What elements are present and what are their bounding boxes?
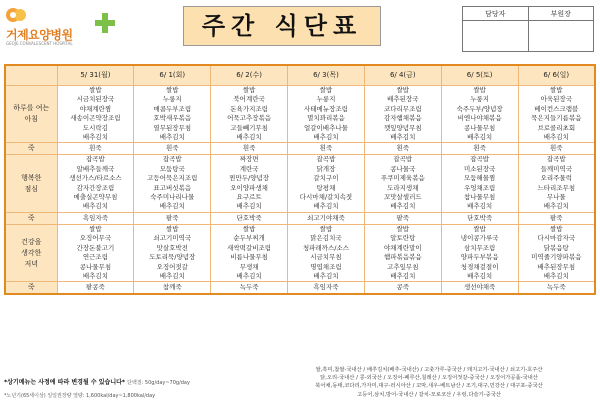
menu-cell (364, 155, 441, 212)
meal-label-line: 아침 (24, 115, 39, 124)
page-title: 주간 식단표 (183, 6, 381, 46)
menu-cell (364, 224, 441, 281)
menu-cell (134, 86, 211, 143)
menu-item: 청파래까스/소스 (302, 243, 350, 252)
menu-cell (288, 155, 365, 212)
menu-item: 오리주물럭 (540, 174, 572, 183)
porridge-label: 죽 (5, 143, 57, 155)
porridge-item: 단호박죽 (441, 212, 518, 224)
menu-item: 표고버섯볶음 (153, 183, 192, 192)
porridge-item: 팥죽 (134, 212, 211, 224)
menu-item: 배추김치 (313, 133, 339, 142)
approval-vicedirector-sign[interactable] (528, 21, 594, 52)
day-header: 6/ 3(목) (288, 65, 365, 86)
menu-item: 어묵고추장볶음 (227, 114, 272, 123)
meal-label-line: 생각한 (21, 248, 42, 257)
menu-item: 시금치된장국 (76, 95, 115, 104)
menu-item: 오징어무국 (79, 234, 112, 243)
menu-item: 쌀밥 (89, 86, 102, 94)
meal-label-line: 하루를 여는 (13, 104, 50, 113)
medical-cross-icon (94, 12, 116, 34)
menu-item: 쌀밥 (89, 224, 102, 233)
porridge-item: 팥콩죽 (57, 282, 134, 295)
calorie-note: *노년기(65세이상) 일일권장량 열량: 1,600kal/day~1,800kal/day (4, 393, 156, 399)
menu-item: 명엽채조림 (310, 262, 342, 271)
porridge-item: 흰죽 (364, 143, 441, 155)
menu-item: 배추김치 (159, 202, 185, 211)
menu-item: 비름나물무침 (230, 253, 268, 262)
menu-item: 배추김치 (82, 202, 108, 211)
menu-item: 미소된장국 (463, 164, 496, 173)
menu-item: 베이컨스크램블 (534, 104, 579, 113)
meal-label (5, 86, 57, 143)
menu-item: 새싹떡갈비조림 (227, 243, 272, 252)
porridge-item: 흰죽 (211, 143, 288, 155)
hospital-name-en: GEOJE CONVALESCENT HOSPITAL (6, 41, 73, 46)
menu-item: 맛살호박전 (156, 243, 188, 252)
menu-item: 쌀밥 (165, 224, 179, 233)
page-header (0, 0, 600, 60)
origin-line: 쌀,흑미,찹쌀-국내산 / 배추김치(배추-국내산) / 고춧가루-중국산 / 돼지고기-국내산 / 쇠고기-호주산 (315, 367, 543, 373)
menu-item: 북어계란국 (233, 95, 265, 104)
menu-item: 다시마채/갈치속젓 (299, 193, 353, 202)
menu-item: 갈치구이 (313, 174, 339, 183)
menu-item: 잡곡밥 (162, 155, 182, 164)
menu-cell (518, 86, 595, 143)
meal-label-line: 행복한 (21, 173, 42, 182)
menu-item: 우엉채조림 (463, 183, 496, 192)
menu-item: 배추된장국 (387, 95, 419, 104)
menu-item: 쌀밥 (396, 224, 410, 233)
menu-item: 누룽지 (316, 95, 336, 104)
menu-item: 간장돈불고기 (76, 243, 115, 252)
menu-item: 코다리무조림 (383, 104, 422, 113)
menu-item: 배추김치 (82, 271, 108, 280)
menu-item: 배추김치 (543, 271, 569, 280)
origin-line: 북어채,동태,코다리,가자미,대구-러시아산 / 꼬막,새우-베트남산 / 조기,대구,민강산 / 대구포-중국산 (315, 383, 543, 390)
menu-item: 감자간장조림 (76, 183, 115, 192)
menu-item: 푸쿠미제육볶음 (380, 174, 425, 183)
menu-item: 열무된장무침 (153, 123, 192, 132)
porridge-item: 쇠고기야채죽 (288, 212, 365, 224)
menu-item: 모둠해물찜 (463, 174, 496, 183)
menu-item: 요구르트 (236, 193, 262, 202)
porridge-item: 흰죽 (134, 143, 211, 155)
menu-item: 닭개장 (316, 164, 336, 173)
menu-item: 숙주두부/양념장 (456, 104, 503, 113)
day-header: 6/ 5(토) (441, 65, 518, 86)
menu-item: 무나물 (546, 193, 566, 202)
origin-info (262, 366, 596, 399)
menu-item: 배추김치 (159, 271, 185, 280)
porridge-item: 콩죽 (364, 282, 441, 295)
menu-item: 무생채 (239, 262, 259, 271)
menu-item: 쌀밥 (550, 224, 563, 233)
menu-item: 배추김치 (390, 202, 416, 211)
menu-item: 배추김치 (82, 133, 108, 142)
menu-item: 배추김치 (467, 202, 493, 211)
menu-item: 도시락김 (82, 123, 108, 132)
day-header: 6/ 6(일) (518, 65, 595, 86)
day-header: 6/ 2(수) (211, 65, 288, 86)
menu-item: 비엔나야채볶음 (457, 114, 502, 123)
menu-item: 배추김치 (236, 133, 262, 142)
menu-item: 도라지생채 (387, 183, 419, 192)
menu-item: 다시마감자국 (537, 234, 576, 243)
menu-item: 쌀밥 (165, 86, 179, 94)
menu-item: 숙주미나리나물 (150, 193, 195, 202)
menu-item: 감자햄채볶음 (383, 114, 422, 123)
menu-item: 배추김치 (467, 271, 493, 280)
menu-item: 쌀밥 (242, 86, 256, 94)
menu-cell (288, 86, 365, 143)
menu-item: 콩나물국 (390, 164, 416, 173)
menu-cell (211, 86, 288, 143)
meal-label-line: 저녁 (24, 259, 39, 268)
footer-notes (4, 377, 254, 399)
approval-staff-sign[interactable] (463, 21, 529, 52)
menu-item: 맑은김치국 (310, 234, 342, 243)
porridge-item: 흑임자죽 (288, 282, 365, 295)
menu-item: 냉이콩가루국 (460, 234, 499, 243)
porridge-item: 팥죽 (518, 212, 595, 224)
change-notice: *상기메뉴는 사정에 따라 변경될 수 있습니다* 단백질: 50g/day~70g/day (4, 379, 190, 386)
origin-line: 닭,오리-국내산 / 콩-외국산 / 오징어-페루산,칠레산 / 오징어젓갈-중국산 / 오징어가공품-국내산 (320, 375, 538, 382)
meal-label-line: 건강을 (21, 237, 42, 246)
menu-item: 야채계란말이 (383, 243, 422, 252)
porridge-item: 흰죽 (57, 143, 134, 155)
menu-item: 도토리묵/양념장 (149, 253, 196, 262)
porridge-item: 단호박죽 (211, 212, 288, 224)
menu-item: 닭볶음탕 (543, 243, 569, 252)
menu-item: 잡곡밥 (393, 155, 413, 164)
menu-item: 알토란탕 (390, 234, 416, 243)
menu-item: 배추김치 (313, 271, 339, 280)
menu-item: 잡곡밥 (470, 155, 490, 164)
menu-item: 쌀밥 (396, 86, 410, 94)
corner-cell (5, 65, 57, 86)
menu-item: 찐만두/양념장 (229, 174, 270, 183)
menu-item: 깻잎양념무침 (383, 123, 422, 132)
porridge-item: 참깨죽 (134, 282, 211, 295)
menu-cell (211, 155, 288, 212)
menu-item: 청경채겉절이 (460, 262, 499, 271)
menu-item: 느타리조무침 (537, 183, 576, 192)
porridge-row (5, 143, 595, 155)
menu-cell (57, 86, 134, 143)
menu-cell (441, 155, 518, 212)
menu-cell (364, 86, 441, 143)
weekly-menu-table (4, 64, 596, 295)
porridge-item: 녹두죽 (518, 282, 595, 295)
menu-item: 쌀밥 (473, 86, 486, 94)
approval-vicedirector-label: 부원장 (528, 7, 594, 21)
menu-item: 참나물무침 (463, 193, 496, 202)
menu-item: 야채계란찜 (79, 104, 112, 113)
menu-item: 오징어젓갈 (156, 262, 188, 271)
porridge-row (5, 212, 595, 224)
menu-item: 시금치무침 (310, 253, 342, 262)
menu-item: 배추김치 (543, 133, 569, 142)
menu-item: 고추잎무침 (387, 262, 419, 271)
menu-cell (288, 224, 365, 281)
menu-item: 배추김치 (313, 202, 339, 211)
menu-item: 브로콜리초회 (537, 123, 576, 132)
menu-item: 쌀밥 (319, 224, 333, 233)
day-header: 6/ 1(회) (134, 65, 211, 86)
menu-item: 멸치꽈리볶음 (307, 114, 345, 123)
day-header: 5/ 31(월) (57, 65, 134, 86)
menu-item: 배추김치 (467, 133, 493, 142)
hospital-name: 거제요양병원 (6, 28, 73, 42)
approval-staff-label: 담당자 (463, 7, 529, 21)
menu-cell (518, 224, 595, 281)
menu-item: 배추된장무침 (537, 262, 576, 271)
menu-cell (518, 155, 595, 212)
menu-item: 잡곡밥 (86, 155, 105, 164)
porridge-label: 죽 (5, 282, 57, 295)
menu-item: 콩나물무침 (463, 123, 496, 132)
origin-line: 고등어,삼치,방어-국내산 / 갈치-모로코산 / 우렁,다슬기-중국산 (357, 391, 501, 398)
menu-item: 잡곡밥 (546, 155, 566, 164)
menu-item: 미역줄기양파볶음 (531, 253, 582, 262)
menu-cell (57, 155, 134, 212)
menu-cell (441, 86, 518, 143)
porridge-row (5, 282, 595, 295)
menu-item: 계란국 (239, 164, 259, 173)
menu-item: 알배추들깨국 (76, 164, 115, 173)
day-header-row (5, 65, 595, 86)
menu-item: 잡곡밥 (316, 155, 336, 164)
menu-item: 배추김치 (159, 133, 185, 142)
menu-item: 돈육가지조림 (230, 104, 268, 113)
meal-row (5, 224, 595, 281)
menu-item: 배추김치 (390, 271, 416, 280)
menu-item: 들깨미역국 (540, 164, 572, 173)
menu-item: 콩나물무침 (79, 262, 112, 271)
menu-item: 쇠고기미역국 (153, 234, 192, 243)
menu-item: 배추김치 (236, 271, 262, 280)
meal-label (5, 155, 57, 212)
porridge-item: 흰죽 (441, 143, 518, 155)
menu-item: 누룽지 (470, 95, 490, 104)
menu-item: 배추김치 (543, 202, 569, 211)
menu-item: 생선가스/타르소스 (69, 174, 122, 183)
menu-item: 짜장면 (239, 155, 259, 164)
menu-cell (134, 224, 211, 281)
porridge-item: 생선야채죽 (441, 282, 518, 295)
menu-item: 양파두부볶음 (460, 253, 499, 262)
menu-item: 누룽지 (162, 95, 182, 104)
menu-item: 모둠탕국 (159, 164, 185, 173)
menu-item: 쌀밥 (473, 224, 486, 233)
menu-item: 햄파볶음볶음 (383, 253, 422, 262)
porridge-item: 녹두죽 (211, 282, 288, 295)
menu-cell (57, 224, 134, 281)
meal-row (5, 86, 595, 143)
porridge-item: 흰죽 (288, 143, 365, 155)
menu-item: 아욱된장국 (540, 95, 572, 104)
menu-item: 얼갈이배추나물 (303, 123, 348, 132)
menu-item: 삼치무조림 (463, 243, 496, 252)
menu-item: 순두부찌개 (233, 234, 265, 243)
menu-item: 쌀밥 (550, 86, 563, 94)
menu-cell (441, 224, 518, 281)
hospital-logo (4, 6, 124, 46)
porridge-label: 죽 (5, 212, 57, 224)
porridge-item: 흑임자죽 (57, 212, 134, 224)
menu-item: 연근조림 (82, 253, 108, 262)
menu-item: 꼬맛살셀러드 (383, 193, 422, 202)
menu-item: 고등어묵은지조림 (147, 174, 198, 183)
menu-item: 배추김치 (390, 133, 416, 142)
meal-label (5, 224, 57, 281)
day-header: 6/ 4(금) (364, 65, 441, 86)
menu-item: 탕평채 (316, 183, 336, 192)
menu-item: 사태메뉴장조림 (303, 104, 348, 113)
menu-item: 묵은지들기름볶음 (531, 114, 582, 123)
menu-cell (211, 224, 288, 281)
approval-box (462, 6, 594, 52)
porridge-item: 팥죽 (364, 212, 441, 224)
menu-item: 새송이곤약장조림 (70, 114, 121, 123)
menu-item: 오이양파생채 (230, 183, 268, 192)
logo-mark-icon (6, 6, 26, 24)
menu-item: 호박새우볶음 (153, 114, 192, 123)
menu-item: 매콤두부조림 (153, 104, 192, 113)
menu-item: 쌀밥 (319, 86, 333, 94)
menu-item: 메출실곤약무침 (73, 193, 118, 202)
porridge-item: 흰죽 (518, 143, 595, 155)
menu-item: 쌀밥 (242, 224, 256, 233)
menu-item: 배추김치 (236, 202, 262, 211)
meal-label-line: 점심 (24, 184, 39, 193)
meal-row (5, 155, 595, 212)
menu-item: 고들빼기무침 (230, 123, 268, 132)
protein-note: 단백질: 50g/day~70g/day (127, 380, 190, 386)
menu-cell (134, 155, 211, 212)
